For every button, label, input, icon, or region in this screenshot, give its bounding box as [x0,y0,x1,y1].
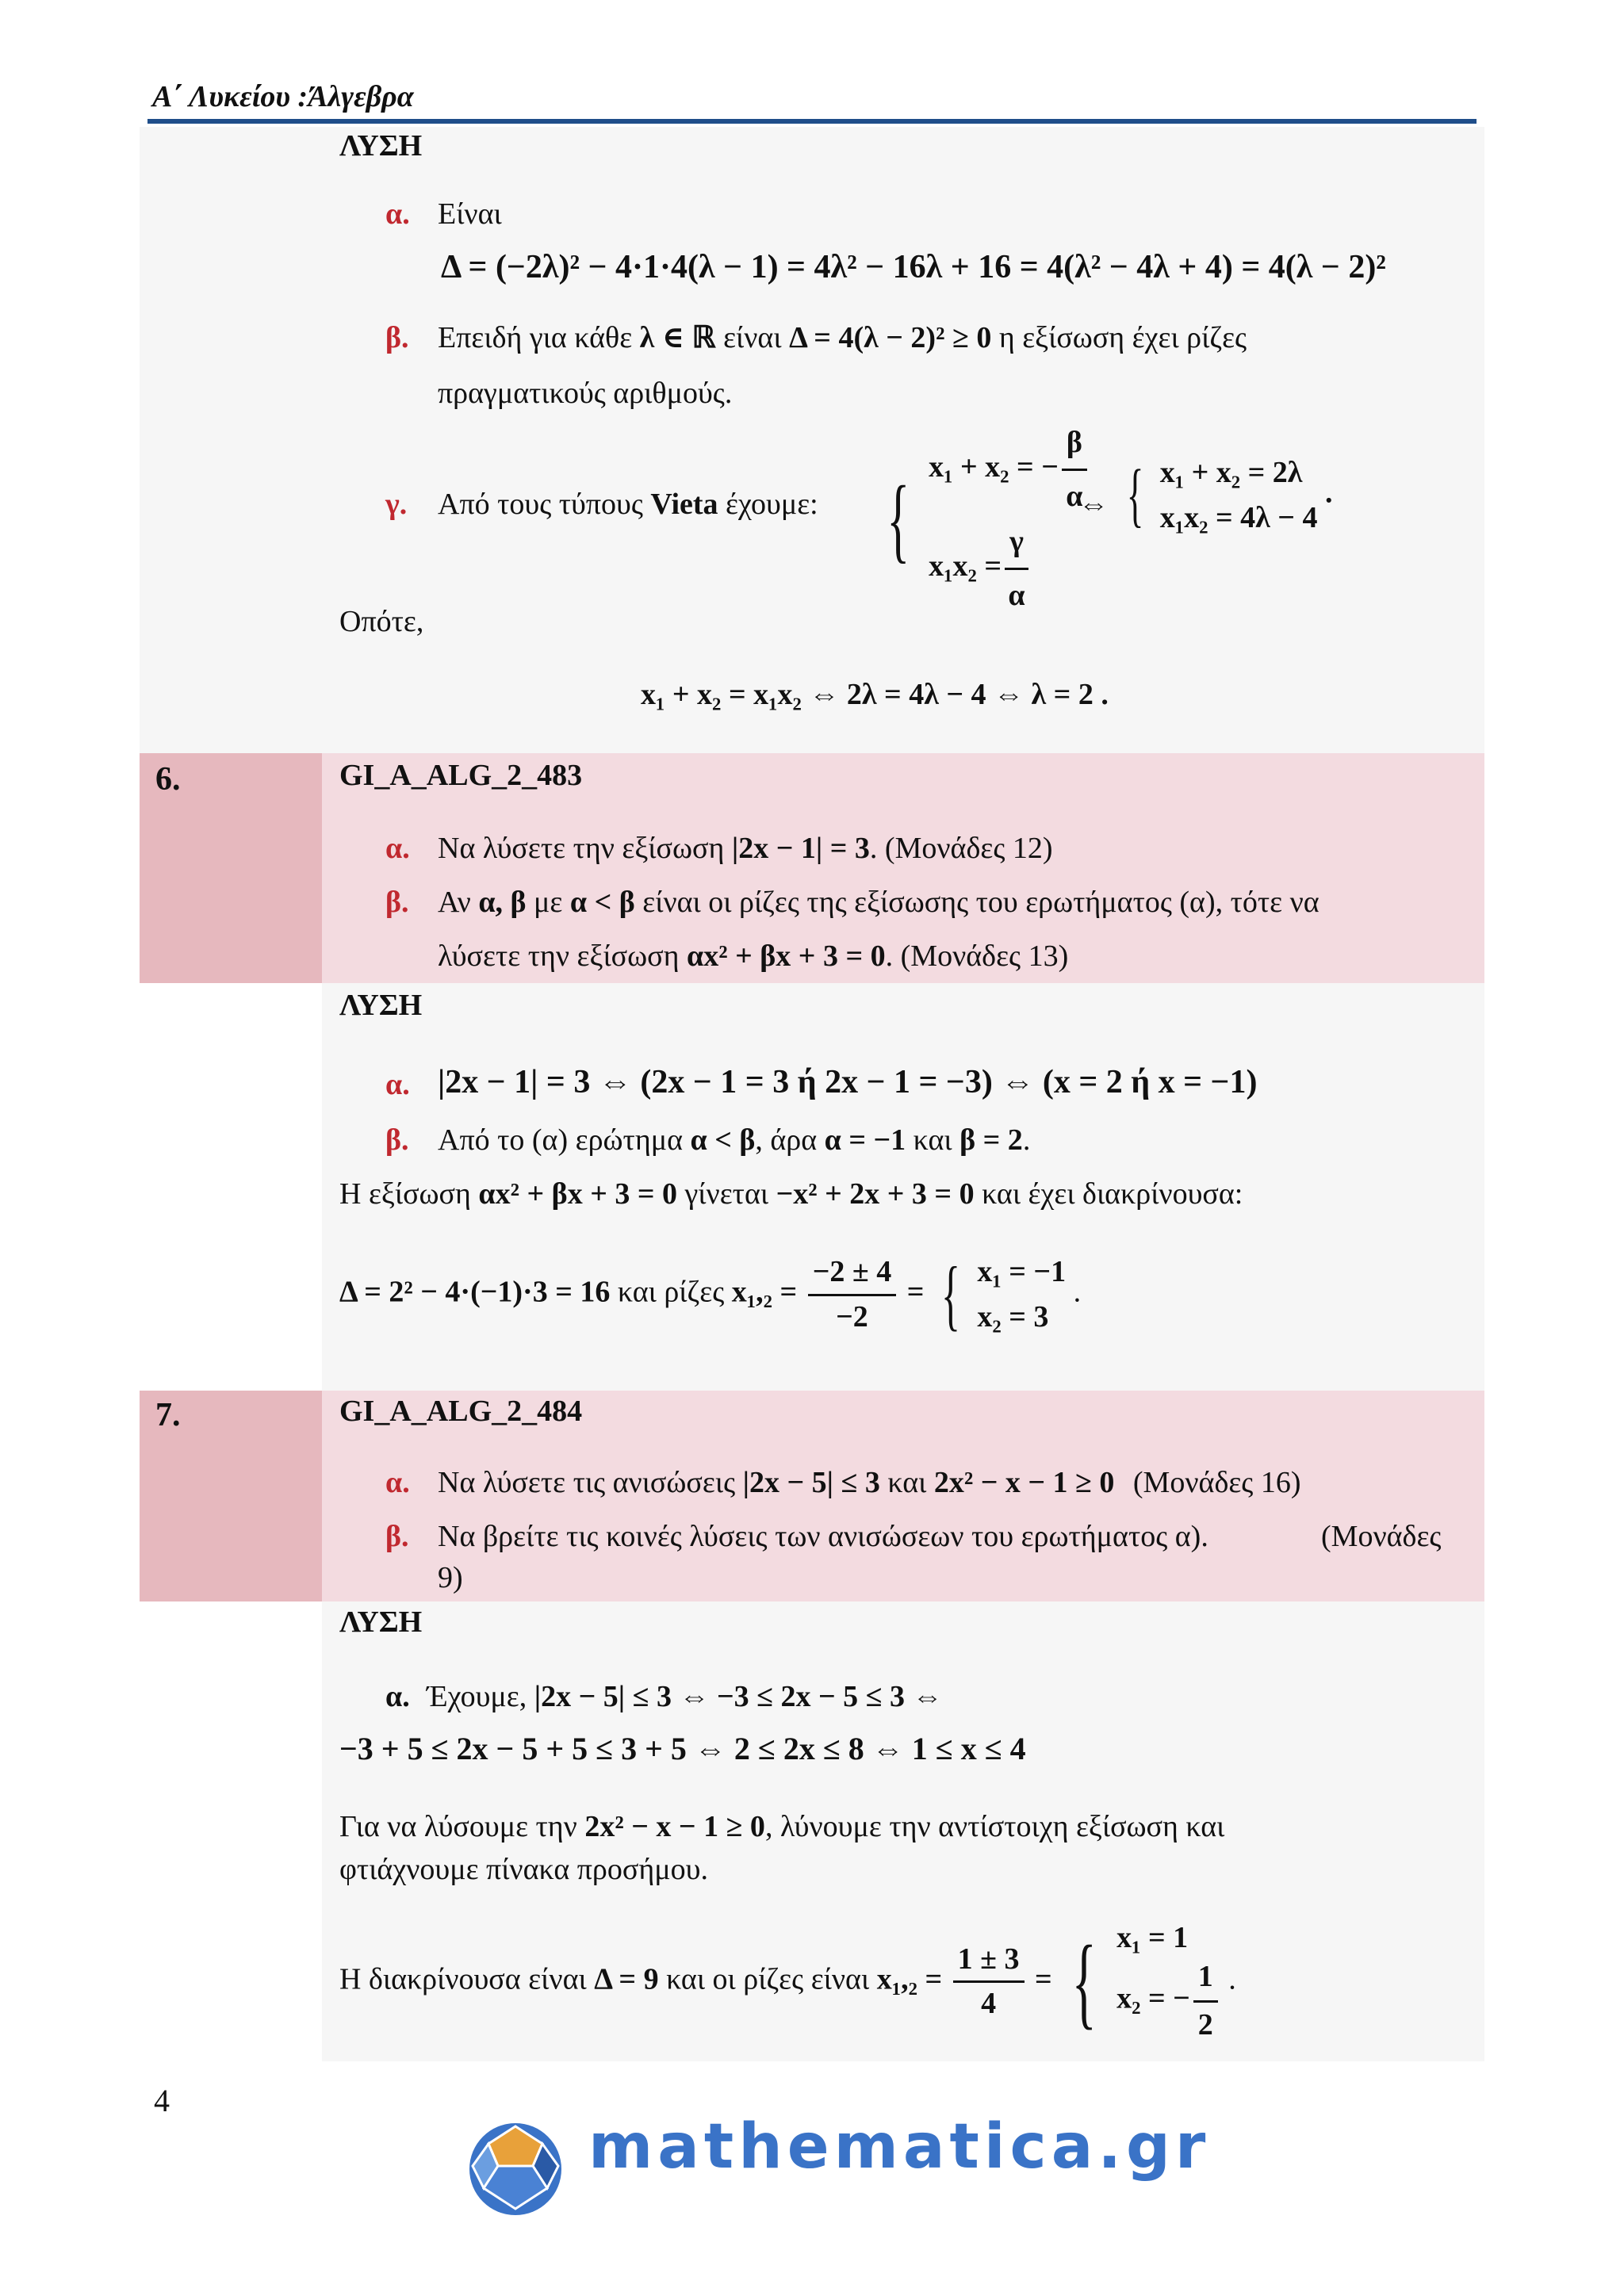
solution-b-text: Από το (α) ερώτημα α < β, άρα α = −1 και β = 2. [438,1123,1031,1157]
discriminant-formula: Δ = (−2λ)² − 4·1·4(λ − 1) = 4λ² − 16λ + 16 = 4(λ² − 4λ + 4) = 4(λ − 2)² [441,249,1386,285]
question-a-text: Να λύσετε την εξίσωση |2x − 1| = 3. (Μονάδες 12) [438,832,1053,865]
part-a-marker: α. [385,197,410,231]
paragraph-sign-table-2: φτιάχνουμε πίνακα προσήμου. [339,1853,708,1886]
header-rule [147,119,1477,124]
question-b-marker: β. [385,1520,409,1553]
question-number: 7. [155,1397,181,1433]
solution-heading: ΛΥΣΗ [339,989,423,1022]
part-c-marker: γ. [385,488,408,521]
part-b-line2: πραγματικούς αριθμούς. [438,377,733,410]
question-a-marker: α. [385,1466,410,1499]
solution-5-background [140,127,1484,753]
question-b-line1: Αν α, β με α < β είναι οι ρίζες της εξίσωσης του ερωτήματος (α), τότε να [438,886,1320,919]
vieta-system-2: { x₁ + x₂ = 2λ x₁x₂ = 4λ − 4 . [1126,456,1333,534]
site-logo-text: mathematica.gr [588,2111,1211,2183]
part-a-intro: Είναι [438,197,502,231]
left-brace-icon: { [887,466,910,572]
paragraph-sign-table: Για να λύσουμε την 2x² − x − 1 ≥ 0, λύνουμε την αντίστοιχη εξίσωση και [339,1810,1225,1843]
question-a-marker: α. [385,832,410,865]
question-number: 6. [155,761,181,798]
equivalence-arrow: ⇔ [1078,488,1109,521]
question-a-text: Να λύσετε τις ανισώσεις |2x − 5| ≤ 3 και 2x² − x − 1 ≥ 0 (Μονάδες 16) [438,1466,1301,1499]
question-b-marker: β. [385,886,409,919]
solution-a-line1: α. Έχουμε, |2x − 5| ≤ 3 ⇔ −3 ≤ 2x − 5 ≤ 3 ⇔ [385,1680,943,1713]
absolute-equation-solution: |2x − 1| = 3 ⇔ (2x − 1 = 3 ή 2x − 1 = −3) ⇔ (x = 2 ή x = −1) [438,1064,1258,1100]
running-header: Α΄ Λυκείου :Άλγεβρα [152,80,414,113]
question-code: GI_A_ALG_2_484 [339,1395,583,1428]
roots-line: Δ = 2² − 4·(−1)·3 = 16 και ρίζες x₁,₂ = $\frac{-2 \pm 4}{-2}$ = { x₁ = −1 x₂ = 3 . [339,1250,1082,1338]
solution-heading: ΛΥΣΗ [339,1605,423,1639]
equation-transform-text: Η εξίσωση αx² + βx + 3 = 0 γίνεται −x² + 2x + 3 = 0 και έχει διακρίνουσα: [339,1177,1243,1211]
solution-a-line2: −3 + 5 ≤ 2x − 5 + 5 ≤ 3 + 5 ⇔ 2 ≤ 2x ≤ 8 ⇔ 1 ≤ x ≤ 4 [339,1731,1026,1766]
final-result: x₁ + x₂ = x₁x₂ ⇔ 2λ = 4λ − 4 ⇔ λ = 2 . [641,678,1109,711]
part-c-text: Από τους τύπους Vieta έχουμε: [438,488,818,521]
left-brace-icon: { [1126,456,1144,534]
solution-b-marker: β. [385,1123,409,1157]
question-b-line2: 9) [438,1561,463,1594]
question-b-line1: Να βρείτε τις κοινές λύσεις των ανισώσεων του ερωτήματος α). [438,1520,1208,1553]
polyhedron-logo-icon [466,2120,565,2218]
therefore-text: Οπότε, [339,605,424,638]
vieta-system-1: { x₁ + x₂ = − $\frac{\beta}{\alpha}$ x₁x₂ = $\frac{\gamma}{\alpha}$ [875,420,1090,618]
left-brace-icon: { [940,1250,960,1338]
question-b-points: (Μονάδες [1321,1520,1442,1553]
solution-a-marker: α. [385,1068,410,1101]
part-b-line1: Επειδή για κάθε λ ∈ ℝ είναι Δ = 4(λ − 2)² ≥ 0 η εξίσωση έχει ρίζες [438,321,1247,354]
question-code: GI_A_ALG_2_483 [339,759,583,792]
page-number: 4 [154,2083,170,2118]
solution-heading: ΛΥΣΗ [339,129,423,163]
question-b-line2: λύσετε την εξίσωση αx² + βx + 3 = 0. (Μονάδες 13) [438,939,1069,973]
left-brace-icon: { [1071,1924,1097,2039]
part-b-marker: β. [385,321,409,354]
discriminant-roots-line: Η διακρίνουσα είναι Δ = 9 και οι ρίζες είναι x₁,₂ = $\frac{1 \pm 3}{4}$ = { x₁ = 1 x₂ = − $\frac{1}{2}$ . [339,1921,1236,2042]
